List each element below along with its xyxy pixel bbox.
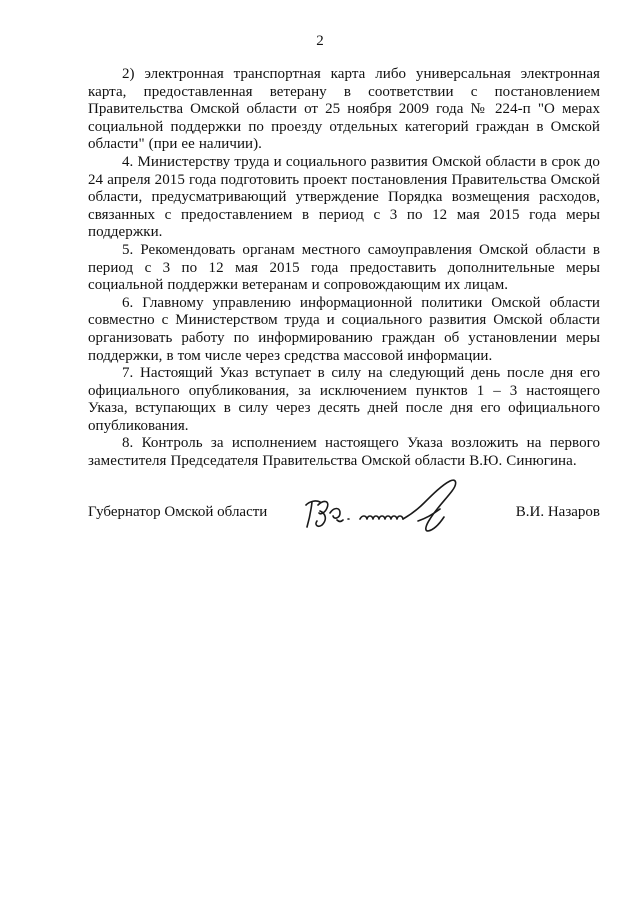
paragraph-item-8: 8. Контроль за исполнением настоящего Указа возложить на первого заместителя Председателя Правительства Омской области В.Ю. Синюгина. [88,435,600,470]
page-number: 2 [316,33,324,49]
signature-block [88,475,600,545]
document-body [88,66,600,471]
paragraph-item-7: 7. Настоящий Указ вступает в силу на следующий день после дня его официального опубликования, за исключением пунктов 1 – 3 настоящего Указа, вступающих в силу через десять дней после дня его официального опубликования. [88,365,600,434]
handwritten-signature [300,475,475,545]
signer-position: Губернатор Омской области [88,504,268,520]
paragraph-item-6: 6. Главному управлению информационной политики Омской области совместно с Министерством труда и социального развития Омской области организовать работу по информированию граждан об установлении меры поддержки, в том числе через средства массовой информации. [88,294,600,364]
paragraph-item-5: 5. Рекомендовать органам местного самоуправления Омской области в период с 3 по 12 мая 2015 года предоставить дополнительные меры социальной поддержки ветеранам и сопровождающим их лицам. [88,241,600,294]
signer-name: В.И. Назаров [515,504,600,520]
paragraph-item-2: 2) электронная транспортная карта либо универсальная электронная карта, предоставленная ветерану в соответствии с постановлением Правительства Омской области от 25 ноября 2009 года № 224-п "О мерах социальной поддержки по проезду отдельных категорий граждан в Омской области" (при ее наличии). [88,66,600,153]
paragraph-item-4: 4. Министерству труда и социального развития Омской области в срок до 24 апреля 2015 года подготовить проект постановления Правительства Омской области, предусматривающий утверждение Порядка возмещения расходов, связанных с предоставлением в период с 3 по 12 мая 2015 года меры поддержки. [88,153,600,241]
